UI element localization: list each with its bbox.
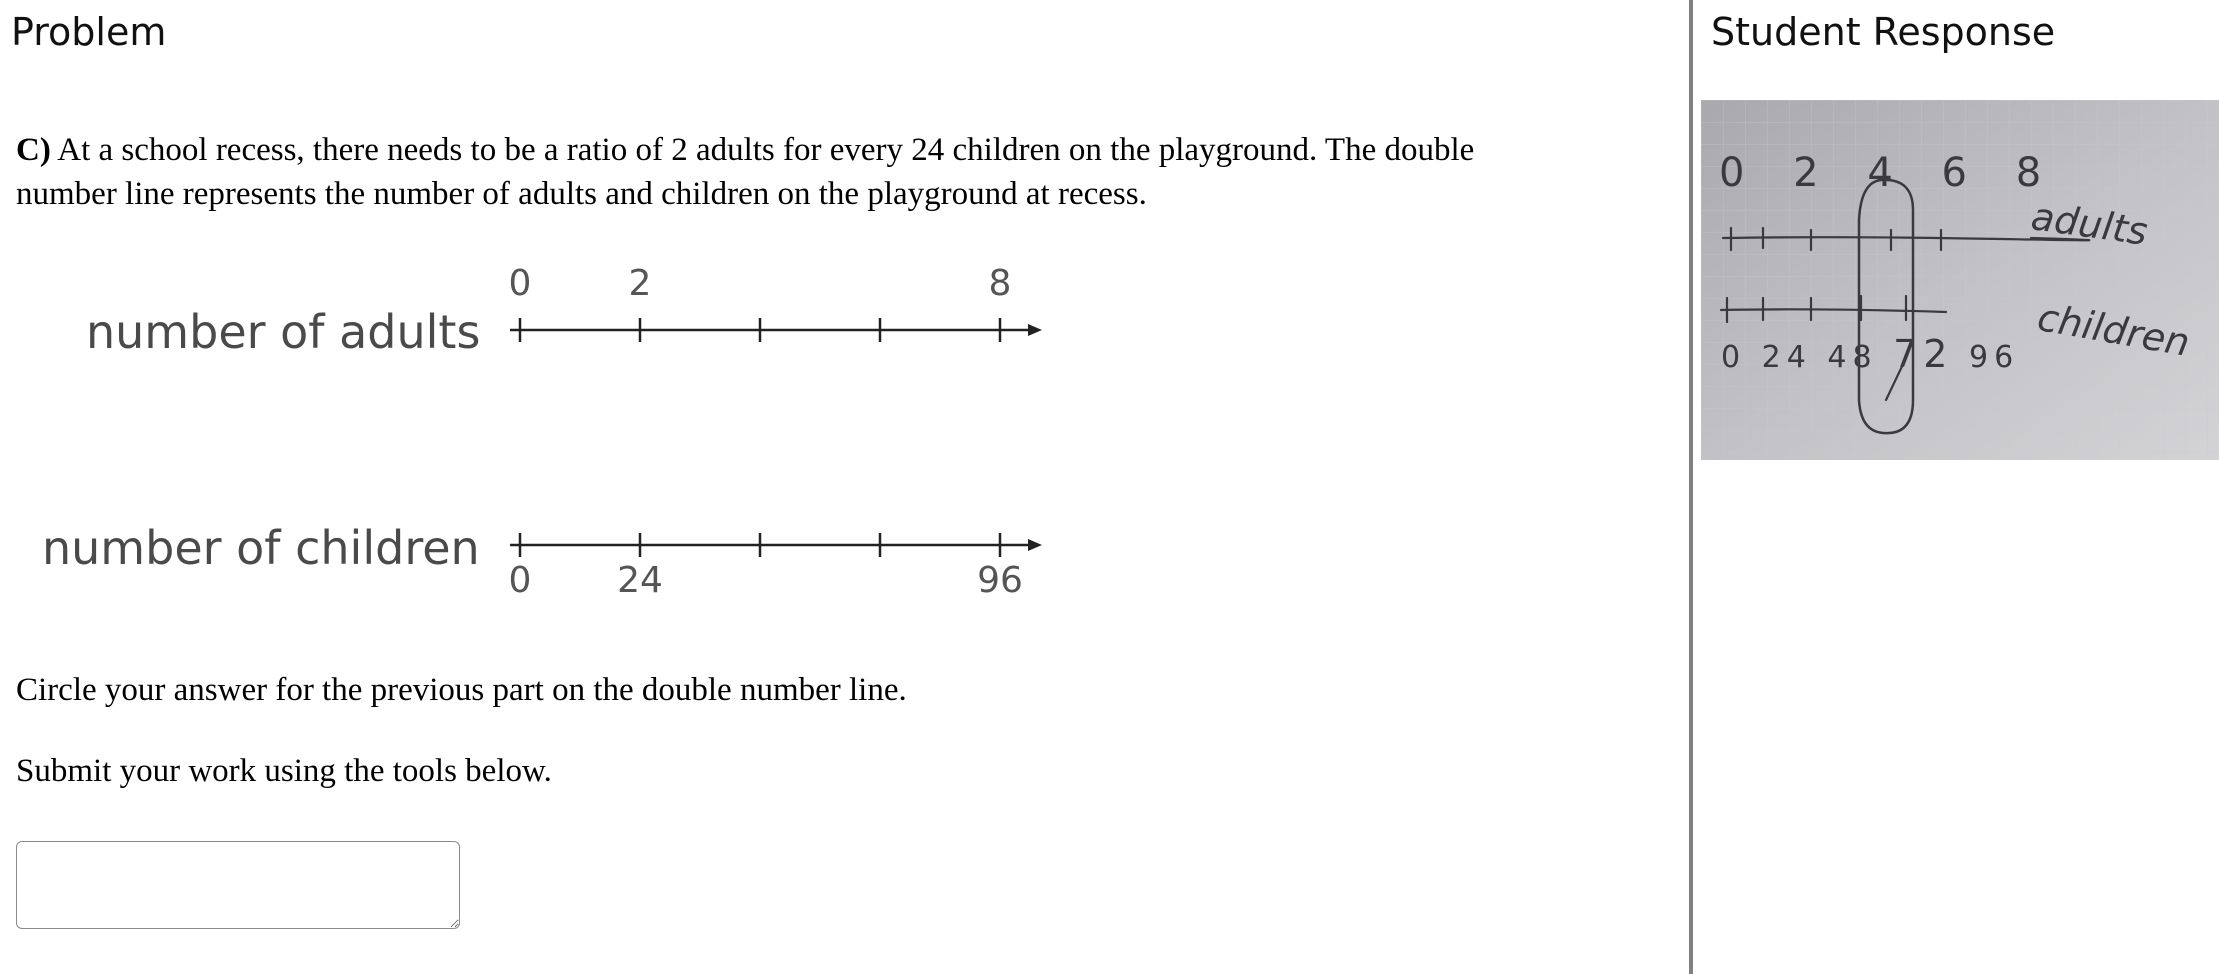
problem-title: Problem: [11, 10, 167, 54]
adults-tick-label: 0: [508, 263, 532, 304]
adults-tick-label: 8: [988, 263, 1012, 304]
problem-statement: [16, 128, 1576, 216]
adults-label: number of adults: [86, 305, 481, 359]
adults-tick-label: 2: [628, 263, 652, 304]
hw-top-4: 8: [2015, 150, 2060, 196]
children-label: number of children: [42, 521, 480, 575]
instruction-circle: Circle your answer for the previous part on the double number line.: [16, 672, 907, 708]
response-title: Student Response: [1711, 10, 2056, 54]
hw-bottom-1: 24: [1761, 340, 1812, 375]
student-children-label: children: [2034, 295, 2193, 365]
children-tick-label: 96: [977, 560, 1023, 601]
children-axis-arrow: [1028, 539, 1042, 551]
part-label: C): [16, 132, 51, 168]
children-tick-label: 24: [617, 560, 663, 601]
adults-axis-arrow: [1028, 324, 1042, 336]
double-number-line-figure: [30, 255, 1090, 615]
student-top-numbers: [1719, 150, 2059, 196]
student-adults-label: adults: [2028, 194, 2151, 254]
answer-textarea[interactable]: [16, 841, 460, 929]
problem-text: At a school recess, there needs to be a ratio of 2 adults for every 24 children on the playground. The double number line represents the number of adults and children on the playground at recess.: [16, 132, 1475, 212]
student-work-photo: [1701, 100, 2219, 460]
student-bottom-numbers: [1721, 332, 2019, 376]
hw-top-0: 0: [1719, 150, 1763, 196]
hw-bottom-0: 0: [1721, 340, 1747, 375]
hw-bottom-4: 96: [1969, 340, 2020, 375]
hw-top-2: 4: [1867, 150, 1911, 196]
instruction-submit: Submit your work using the tools below.: [16, 753, 552, 789]
hw-top-1: 2: [1793, 150, 1837, 196]
hw-top-3: 6: [1941, 150, 1985, 196]
student-response-panel: [1693, 0, 2219, 974]
hw-bottom-3: 72: [1893, 332, 1954, 376]
hw-bottom-2: 48: [1827, 340, 1878, 375]
children-tick-label: 0: [508, 560, 532, 601]
